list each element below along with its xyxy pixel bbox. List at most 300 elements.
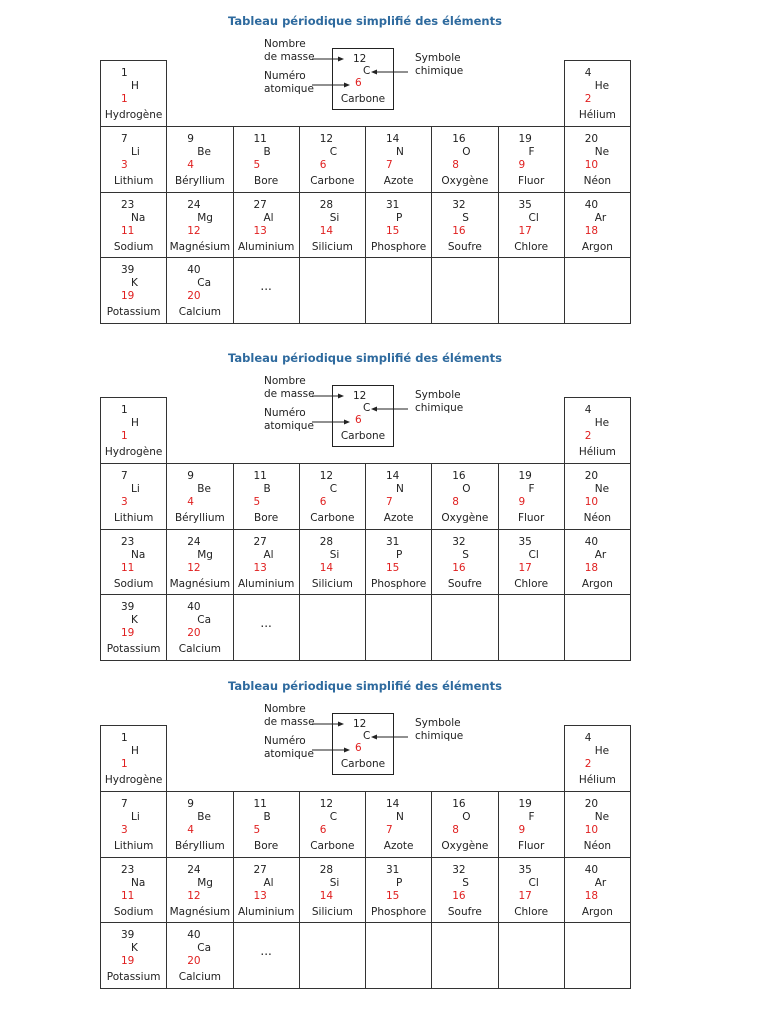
empty-cell (431, 922, 498, 989)
element-name: Sodium (113, 240, 154, 253)
element-cell-ne (564, 463, 631, 530)
element-number: 20 (187, 290, 201, 303)
element-name: Bore (254, 839, 279, 852)
element-symbol: C (329, 482, 338, 495)
element-number: 5 (253, 158, 261, 171)
element-cell-ne (564, 791, 631, 858)
element-mass: 9 (187, 132, 194, 145)
element-cell-k (100, 594, 167, 661)
element-number: 6 (319, 495, 327, 508)
element-number: 20 (187, 955, 201, 968)
element-mass: 32 (452, 863, 466, 876)
element-name: Azote (383, 511, 414, 524)
atomic-number-label: Numéro (264, 735, 306, 747)
element-mass: 40 (584, 198, 599, 211)
example-symbol: C (363, 730, 371, 742)
element-mass: 1 (121, 732, 128, 744)
empty-cell (299, 257, 366, 324)
empty-cell (431, 257, 498, 324)
element-name: Lithium (113, 511, 154, 524)
element-symbol: Na (131, 548, 146, 561)
element-mass: 20 (584, 132, 599, 145)
element-number: 5 (253, 823, 261, 836)
element-mass: 35 (518, 198, 532, 211)
element-number: 9 (518, 495, 526, 508)
element-mass: 31 (386, 863, 400, 876)
element-cell-n (365, 463, 432, 530)
element-cell-he (564, 60, 631, 127)
element-name: Béryllium (174, 839, 225, 852)
element-name: Néon (583, 174, 612, 187)
legend: Nombre de masse Numéro atomique Symbole chimique 12 C 6 Carbone (260, 709, 500, 779)
element-symbol: Ar (594, 876, 607, 889)
element-cell-s (431, 857, 498, 924)
element-cell-c (299, 791, 366, 858)
element-mass: 20 (584, 797, 599, 810)
element-number: 11 (121, 889, 135, 902)
element-mass: 1 (121, 404, 128, 416)
element-mass: 40 (187, 601, 201, 614)
element-symbol: Ca (197, 942, 212, 955)
element-number: 17 (518, 561, 532, 574)
element-mass: 24 (187, 535, 201, 548)
element-cell-ca (166, 257, 233, 324)
example-name: Carbone (340, 93, 386, 105)
empty-cell (365, 257, 432, 324)
element-cell-al (233, 192, 300, 259)
element-number: 2 (584, 430, 592, 442)
element-symbol: B (263, 145, 271, 158)
element-name: Hydrogène (104, 446, 163, 458)
element-cell-k (100, 922, 167, 989)
element-mass: 16 (452, 469, 466, 482)
element-symbol: Be (197, 482, 211, 495)
element-cell-be (166, 463, 233, 530)
element-number: 12 (187, 889, 201, 902)
element-symbol: Li (131, 810, 140, 823)
element-symbol: P (396, 211, 403, 224)
symbol-label: Symbole (415, 717, 461, 729)
element-symbol: F (528, 482, 535, 495)
element-cell-na (100, 857, 167, 924)
element-symbol: He (594, 80, 610, 92)
element-symbol: He (594, 417, 610, 429)
element-cell-p (365, 857, 432, 924)
element-symbol: Na (131, 876, 146, 889)
element-number: 20 (187, 627, 201, 640)
element-mass: 11 (253, 797, 267, 810)
element-number: 18 (584, 561, 599, 574)
empty-cell (365, 594, 432, 661)
element-number: 5 (253, 495, 261, 508)
ellipsis: ... (260, 944, 272, 959)
element-cell-f (498, 791, 565, 858)
element-name: Magnésium (169, 577, 231, 590)
element-name: Hélium (578, 109, 616, 121)
example-number: 6 (355, 742, 362, 754)
element-symbol: Na (131, 211, 146, 224)
element-symbol: O (462, 810, 471, 823)
element-symbol: H (131, 417, 139, 429)
element-number: 17 (518, 224, 532, 237)
example-mass: 12 (353, 53, 367, 65)
element-symbol: Li (131, 482, 140, 495)
element-name: Calcium (178, 306, 221, 319)
element-name: Bore (254, 511, 279, 524)
element-cell-s (431, 192, 498, 259)
element-symbol: C (329, 810, 338, 823)
element-mass: 4 (584, 732, 592, 744)
element-name: Carbone (310, 511, 355, 524)
element-cell-s (431, 529, 498, 596)
element-number: 3 (121, 823, 128, 836)
element-mass: 23 (121, 535, 135, 548)
element-mass: 40 (187, 929, 201, 942)
element-symbol: N (396, 810, 404, 823)
element-cell-cl (498, 857, 565, 924)
empty-cell (365, 922, 432, 989)
ellipsis: ... (260, 616, 272, 631)
element-number: 2 (584, 758, 592, 770)
element-number: 3 (121, 158, 128, 171)
element-symbol: K (131, 614, 138, 627)
element-mass: 16 (452, 797, 466, 810)
element-cell-al (233, 529, 300, 596)
element-symbol: S (462, 211, 469, 224)
element-mass: 19 (518, 469, 532, 482)
element-cell-al (233, 857, 300, 924)
element-name: Béryllium (174, 511, 225, 524)
element-name: Azote (383, 839, 414, 852)
element-mass: 40 (584, 863, 599, 876)
element-symbol: Mg (197, 876, 213, 889)
element-cell-ar (564, 192, 631, 259)
element-number: 13 (253, 224, 267, 237)
example-name: Carbone (340, 430, 386, 442)
element-name: Hélium (578, 774, 616, 786)
element-mass: 14 (386, 797, 400, 810)
element-name: Néon (583, 511, 612, 524)
empty-cell (299, 594, 366, 661)
element-number: 15 (386, 224, 400, 237)
element-cell-k (100, 257, 167, 324)
mass-label: Nombre (264, 375, 306, 387)
element-name: Calcium (178, 643, 221, 656)
element-mass: 14 (386, 469, 400, 482)
element-symbol: Al (263, 876, 274, 889)
element-name: Fluor (517, 511, 545, 524)
element-cell-p (365, 529, 432, 596)
element-mass: 9 (187, 797, 194, 810)
element-symbol: Be (197, 810, 211, 823)
element-symbol: P (396, 548, 403, 561)
element-name: Chlore (514, 905, 549, 918)
element-number: 10 (584, 158, 599, 171)
example-mass: 12 (353, 390, 367, 402)
element-cell-o (431, 463, 498, 530)
element-symbol: Ne (594, 810, 610, 823)
element-symbol: Cl (528, 876, 539, 889)
element-symbol: Be (197, 145, 211, 158)
element-number: 19 (121, 627, 135, 640)
example-symbol: C (363, 402, 371, 414)
element-number: 4 (187, 158, 194, 171)
empty-cell (299, 922, 366, 989)
element-cell-mg (166, 529, 233, 596)
element-number: 12 (187, 561, 201, 574)
element-name: Hydrogène (104, 774, 163, 786)
table-title: Tableau périodique simplifié des éléments (228, 351, 502, 365)
element-name: Lithium (113, 839, 154, 852)
element-mass: 32 (452, 535, 466, 548)
element-number: 14 (319, 561, 334, 574)
element-mass: 39 (121, 929, 135, 942)
element-name: Hydrogène (104, 109, 163, 121)
element-symbol: O (462, 145, 471, 158)
element-cell-o (431, 791, 498, 858)
element-cell-si (299, 529, 366, 596)
element-name: Phosphore (371, 577, 427, 590)
element-number: 2 (584, 93, 592, 105)
element-cell-mg (166, 192, 233, 259)
element-symbol: Si (329, 876, 340, 889)
element-mass: 14 (386, 132, 400, 145)
element-name: Argon (581, 240, 613, 253)
element-symbol: B (263, 810, 271, 823)
element-mass: 11 (253, 132, 267, 145)
element-symbol: He (594, 745, 610, 757)
element-symbol: Mg (197, 211, 213, 224)
element-symbol: H (131, 745, 139, 757)
element-name: Carbone (310, 839, 355, 852)
example-mass: 12 (353, 718, 367, 730)
element-mass: 7 (121, 132, 128, 145)
element-name: Aluminium (237, 577, 295, 590)
table-title: Tableau périodique simplifié des éléments (228, 14, 502, 28)
element-number: 13 (253, 561, 267, 574)
element-symbol: Ar (594, 211, 607, 224)
element-mass: 28 (319, 535, 334, 548)
element-cell-ar (564, 529, 631, 596)
element-number: 4 (187, 823, 194, 836)
element-number: 9 (518, 823, 526, 836)
element-name: Sodium (113, 577, 154, 590)
element-cell-na (100, 192, 167, 259)
element-symbol: Ne (594, 145, 610, 158)
element-number: 14 (319, 889, 334, 902)
element-mass: 19 (518, 132, 532, 145)
empty-cell (498, 594, 565, 661)
element-number: 9 (518, 158, 526, 171)
table-title: Tableau périodique simplifié des éléments (228, 679, 502, 693)
element-cell-ar (564, 857, 631, 924)
element-cell-h (100, 397, 167, 464)
element-symbol: P (396, 876, 403, 889)
element-symbol: Al (263, 211, 274, 224)
example-number: 6 (355, 77, 362, 89)
element-mass: 16 (452, 132, 466, 145)
element-mass: 27 (253, 863, 267, 876)
ellipsis-cell (233, 257, 300, 324)
element-number: 17 (518, 889, 532, 902)
element-mass: 31 (386, 535, 400, 548)
element-name: Chlore (514, 240, 549, 253)
element-number: 14 (319, 224, 334, 237)
element-number: 7 (386, 158, 393, 171)
element-name: Aluminium (237, 240, 295, 253)
element-mass: 35 (518, 863, 532, 876)
element-number: 18 (584, 889, 599, 902)
element-mass: 7 (121, 469, 128, 482)
element-symbol: K (131, 942, 138, 955)
element-cell-h (100, 725, 167, 792)
element-cell-f (498, 126, 565, 193)
element-cell-n (365, 126, 432, 193)
element-symbol: Ar (594, 548, 607, 561)
element-name: Béryllium (174, 174, 225, 187)
element-symbol: F (528, 145, 535, 158)
element-cell-be (166, 791, 233, 858)
element-symbol: Ca (197, 277, 212, 290)
atomic-number-label: Numéro (264, 70, 306, 82)
element-mass: 40 (584, 535, 599, 548)
element-mass: 24 (187, 863, 201, 876)
element-number: 11 (121, 561, 135, 574)
element-name: Silicium (311, 240, 353, 253)
element-name: Magnésium (169, 240, 231, 253)
empty-cell (564, 594, 631, 661)
mass-label: Nombre (264, 703, 306, 715)
element-name: Sodium (113, 905, 154, 918)
element-symbol: N (396, 145, 404, 158)
element-cell-li (100, 126, 167, 193)
element-cell-he (564, 397, 631, 464)
empty-cell (498, 922, 565, 989)
element-symbol: Si (329, 211, 340, 224)
element-name: Argon (581, 905, 613, 918)
element-name: Phosphore (371, 240, 427, 253)
element-number: 16 (452, 561, 466, 574)
element-number: 12 (187, 224, 201, 237)
ellipsis-cell (233, 594, 300, 661)
example-name: Carbone (340, 758, 386, 770)
element-name: Soufre (447, 577, 482, 590)
element-mass: 12 (319, 469, 334, 482)
element-symbol: Cl (528, 548, 539, 561)
element-number: 8 (452, 495, 459, 508)
element-name: Azote (383, 174, 414, 187)
element-grid (100, 397, 630, 660)
element-cell-li (100, 791, 167, 858)
element-cell-ca (166, 922, 233, 989)
element-grid (100, 725, 630, 988)
element-mass: 27 (253, 535, 267, 548)
element-mass: 4 (584, 404, 592, 416)
element-cell-cl (498, 192, 565, 259)
element-mass: 27 (253, 198, 267, 211)
ellipsis-cell (233, 922, 300, 989)
element-mass: 19 (518, 797, 532, 810)
element-name: Lithium (113, 174, 154, 187)
element-mass: 35 (518, 535, 532, 548)
element-name: Soufre (447, 905, 482, 918)
element-symbol: N (396, 482, 404, 495)
element-number: 8 (452, 158, 459, 171)
element-number: 7 (386, 495, 393, 508)
legend: Nombre de masse Numéro atomique Symbole chimique 12 C 6 Carbone (260, 381, 500, 451)
element-number: 16 (452, 889, 466, 902)
element-mass: 23 (121, 863, 135, 876)
element-symbol: O (462, 482, 471, 495)
element-cell-b (233, 463, 300, 530)
element-number: 19 (121, 955, 135, 968)
element-number: 6 (319, 823, 327, 836)
element-number: 13 (253, 889, 267, 902)
element-name: Oxygène (441, 839, 489, 852)
element-cell-cl (498, 529, 565, 596)
example-number: 6 (355, 414, 362, 426)
element-cell-n (365, 791, 432, 858)
element-symbol: Ca (197, 614, 212, 627)
element-cell-he (564, 725, 631, 792)
element-symbol: Al (263, 548, 274, 561)
empty-cell (498, 257, 565, 324)
element-mass: 39 (121, 601, 135, 614)
element-name: Silicium (311, 905, 353, 918)
element-cell-c (299, 463, 366, 530)
element-mass: 11 (253, 469, 267, 482)
element-symbol: B (263, 482, 271, 495)
symbol-label: Symbole (415, 389, 461, 401)
element-name: Silicium (311, 577, 353, 590)
element-symbol: S (462, 876, 469, 889)
element-number: 15 (386, 889, 400, 902)
element-mass: 1 (121, 67, 128, 79)
element-number: 1 (121, 93, 128, 105)
element-mass: 32 (452, 198, 466, 211)
element-number: 1 (121, 430, 128, 442)
element-number: 4 (187, 495, 194, 508)
element-mass: 39 (121, 264, 135, 277)
element-number: 10 (584, 495, 599, 508)
element-mass: 4 (584, 67, 592, 79)
element-number: 18 (584, 224, 599, 237)
element-mass: 28 (319, 198, 334, 211)
element-number: 1 (121, 758, 128, 770)
ellipsis: ... (260, 279, 272, 294)
element-name: Aluminium (237, 905, 295, 918)
legend: Nombre de masse Numéro atomique Symbole chimique 12 C 6 Carbone (260, 44, 500, 114)
element-cell-f (498, 463, 565, 530)
element-symbol: Ne (594, 482, 610, 495)
element-number: 8 (452, 823, 459, 836)
element-name: Fluor (517, 839, 545, 852)
element-mass: 12 (319, 132, 334, 145)
element-cell-si (299, 857, 366, 924)
example-symbol: C (363, 65, 371, 77)
element-symbol: K (131, 277, 138, 290)
element-name: Potassium (106, 306, 161, 319)
element-cell-c (299, 126, 366, 193)
element-mass: 12 (319, 797, 334, 810)
element-cell-h (100, 60, 167, 127)
element-number: 7 (386, 823, 393, 836)
element-name: Oxygène (441, 174, 489, 187)
element-cell-o (431, 126, 498, 193)
element-mass: 40 (187, 264, 201, 277)
element-mass: 9 (187, 469, 194, 482)
element-name: Calcium (178, 971, 221, 984)
